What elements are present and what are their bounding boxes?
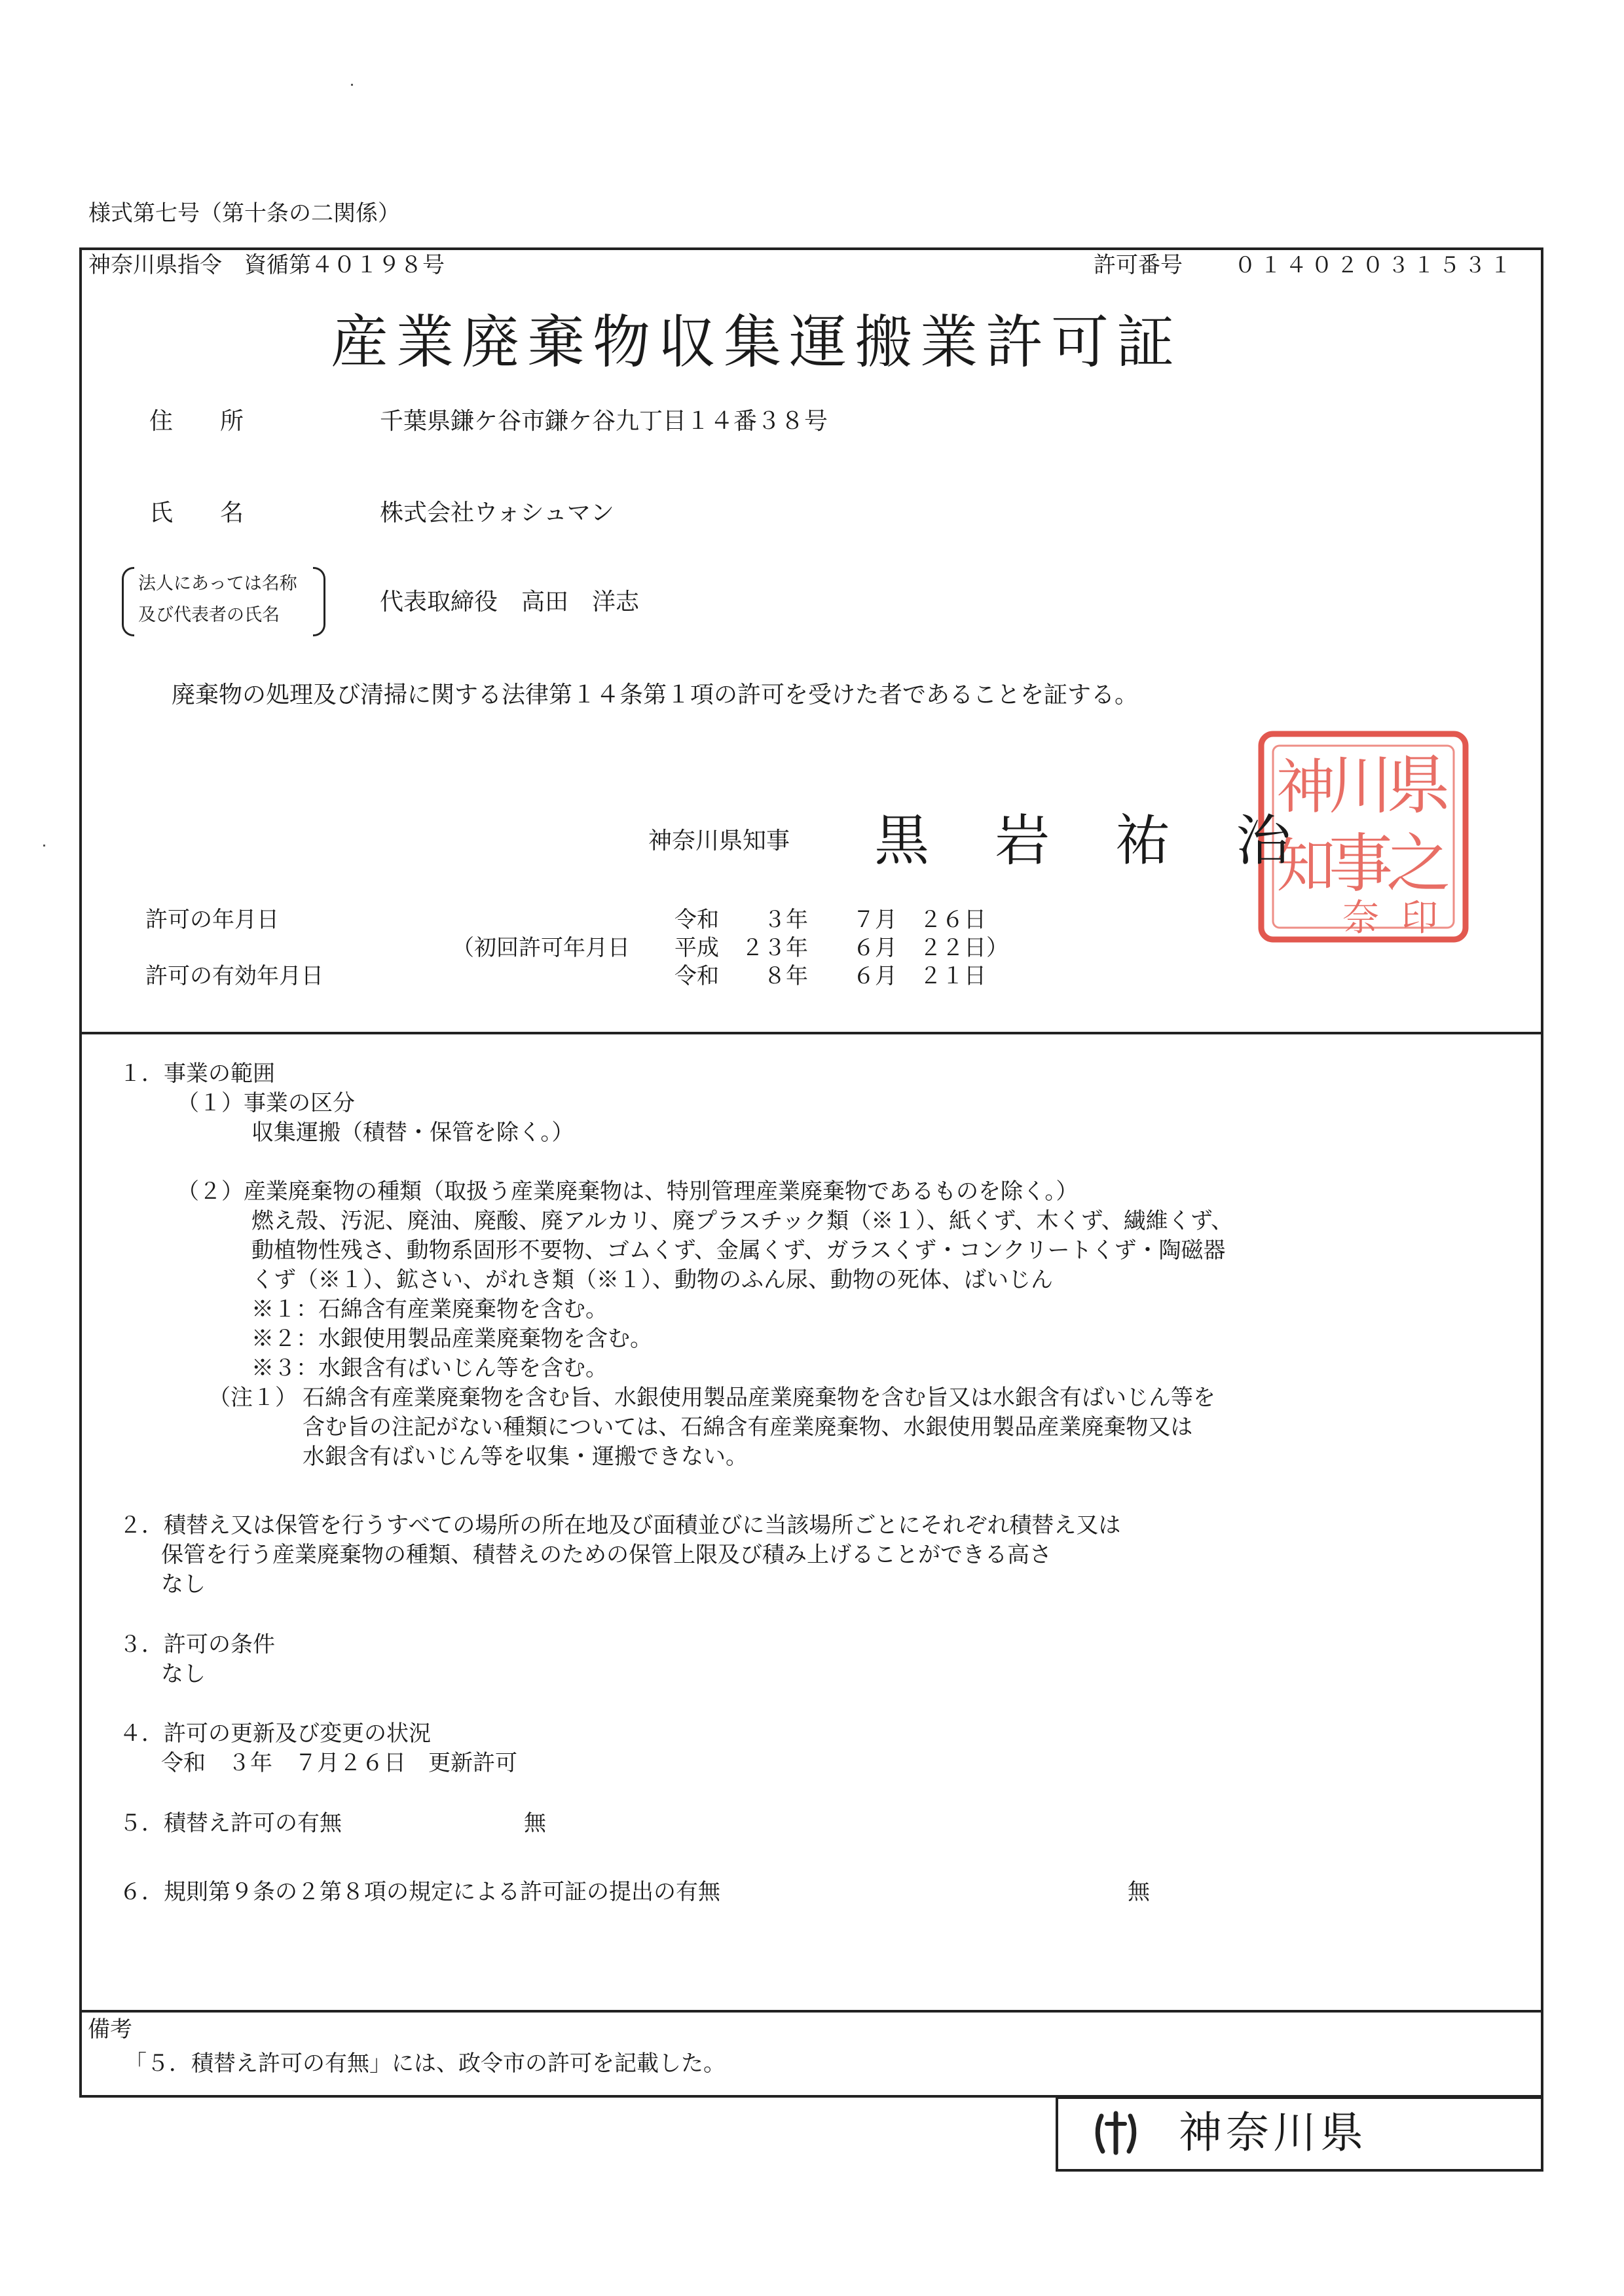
- corp-note-bracket-right: [313, 567, 325, 636]
- address-label: 住 所: [149, 408, 244, 435]
- svg-text:神: 神: [1276, 753, 1335, 822]
- svg-text:県: 県: [1386, 748, 1451, 823]
- section-1-2-line2: 動植物性残さ、動物系固形不要物、ゴムくず、金属くず、ガラスくず・コンクリートくず・陶磁器: [251, 1237, 1226, 1264]
- corp-note-line1: 法人にあっては名称: [138, 574, 297, 594]
- permit-date-label: 許可の年月日: [145, 907, 279, 933]
- section-3-title: ３．許可の条件: [119, 1631, 275, 1658]
- permit-number-label: 許可番号: [1094, 252, 1183, 278]
- page-title: 産業廃棄物収集運搬業許可証: [331, 308, 1183, 376]
- section-4-title: ４．許可の更新及び変更の状況: [119, 1721, 431, 1747]
- company-name: 株式会社ウォシュマン: [380, 500, 614, 526]
- caution-line3: 水銀含有ばいじん等を収集・運搬できない。: [303, 1444, 748, 1470]
- prefecture-name: 神奈川県: [1179, 2107, 1367, 2158]
- scan-speck: [43, 845, 45, 847]
- corp-note-line2: 及び代表者の氏名: [138, 605, 280, 625]
- section-6-value: 無: [1128, 1879, 1150, 1905]
- note-1: ※１：石綿含有産業廃棄物を含む。: [251, 1296, 608, 1322]
- section-2-value: なし: [161, 1571, 206, 1597]
- section-6-title: ６．規則第９条の２第８項の規定による許可証の提出の有無: [119, 1879, 720, 1905]
- name-label: 氏 名: [149, 500, 244, 526]
- section-1-title: １．事業の範囲: [119, 1061, 275, 1087]
- governor-title: 神奈川県知事: [648, 828, 790, 854]
- note-2: ※２：水銀使用製品産業廃棄物を含む。: [251, 1326, 652, 1352]
- kanagawa-emblem-icon: [1092, 2109, 1139, 2157]
- svg-text:印: 印: [1401, 897, 1438, 939]
- section-1-2-line3: くず（※１）、鉱さい、がれき類（※１）、動物のふん尿、動物の死体、ばいじん: [251, 1267, 1053, 1293]
- section-1-2-title: （２）産業廃棄物の種類（取扱う産業廃棄物は、特別管理産業廃棄物であるものを除く。）: [177, 1178, 1079, 1205]
- section-3-value: なし: [161, 1661, 206, 1687]
- svg-text:事: 事: [1328, 827, 1393, 902]
- caution-line2: 含む旨の注記がない種類については、石綿含有産業廃棄物、水銀使用製品産業廃棄物又は: [303, 1414, 1193, 1440]
- section-5-value: 無: [524, 1810, 546, 1836]
- remarks-label: 備考: [88, 2016, 132, 2043]
- initial-permit-date: 平成 ２３年 ６月 ２２日）: [674, 935, 1008, 961]
- permit-number: ０１４０２０３１５３１: [1234, 252, 1515, 278]
- address-value: 千葉県鎌ケ谷市鎌ケ谷九丁目１４番３８号: [380, 408, 828, 435]
- section-1-1-body: 収集運搬（積替・保管を除く。）: [251, 1120, 574, 1146]
- svg-text:之: 之: [1386, 827, 1451, 902]
- corp-note-bracket-left: [122, 567, 134, 636]
- remarks-text: 「５．積替え許可の有無」には、政令市の許可を記載した。: [124, 2050, 726, 2077]
- valid-date: 令和 ８年 ６月 ２１日: [674, 963, 986, 989]
- caution-label: （注１）: [208, 1385, 297, 1411]
- directive-number: 神奈川県指令 資循第４０１９８号: [88, 252, 445, 278]
- section-5-title: ５．積替え許可の有無: [119, 1810, 342, 1836]
- section-1-1-title: （１）事業の区分: [177, 1090, 355, 1116]
- scan-speck: [351, 84, 353, 86]
- note-3: ※３：水銀含有ばいじん等を含む。: [251, 1355, 608, 1381]
- section-1-2-line1: 燃え殻、汚泥、廃油、廃酸、廃アルカリ、廃プラスチック類（※１）、紙くず、木くず、繊維くず、: [251, 1208, 1234, 1234]
- section-4-value: 令和 ３年 ７月２６日 更新許可: [161, 1750, 517, 1776]
- initial-permit-label: （初回許可年月日: [452, 935, 630, 961]
- svg-text:奈: 奈: [1342, 897, 1379, 939]
- section-2-line2: 保管を行う産業廃棄物の種類、積替えのための保管上限及び積み上げることができる高さ: [161, 1542, 1052, 1568]
- certification-statement: 廃棄物の処理及び清掃に関する法律第１４条第１項の許可を受けた者であることを証する。: [172, 682, 1139, 708]
- form-label: 様式第七号（第十条の二関係）: [88, 200, 400, 227]
- permit-date: 令和 ３年 ７月 ２６日: [674, 907, 986, 933]
- representative-name: 代表取締役 高田 洋志: [380, 589, 640, 615]
- caution-line1: 石綿含有産業廃棄物を含む旨、水銀使用製品産業廃棄物を含む旨又は水銀含有ばいじん等を: [303, 1385, 1215, 1411]
- section-2-line1: ２．積替え又は保管を行うすべての場所の所在地及び面積並びに当該場所ごとにそれぞれ積替え又は: [119, 1512, 1121, 1539]
- svg-text:川: 川: [1328, 748, 1393, 823]
- valid-date-label: 許可の有効年月日: [145, 963, 323, 989]
- svg-text:知: 知: [1276, 831, 1335, 900]
- governor-name: 黒 岩 祐 治: [874, 809, 1297, 873]
